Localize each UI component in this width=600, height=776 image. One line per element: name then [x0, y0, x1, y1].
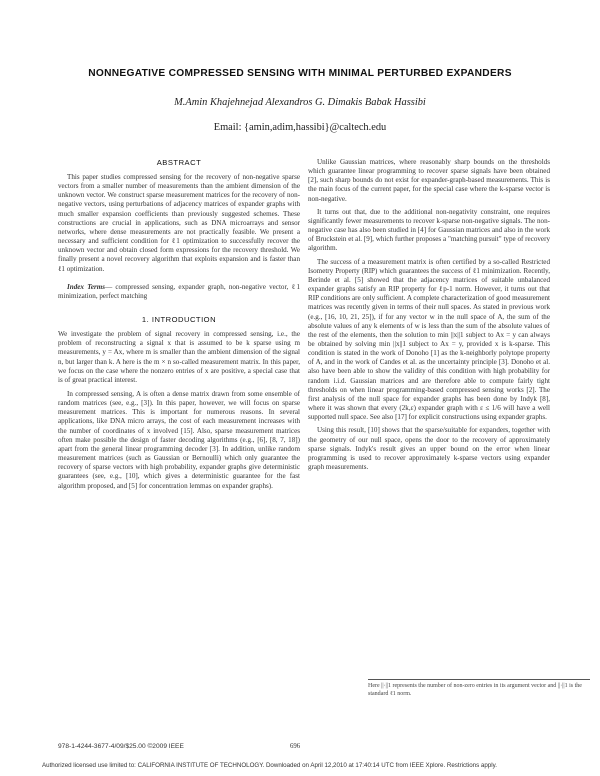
page-number: 696: [290, 743, 301, 750]
isbn-line: 978-1-4244-3677-4/09/$25.00 ©2009 IEEE: [58, 743, 184, 750]
index-terms: [58, 283, 300, 301]
index-terms-text: — compressed sensing, expander graph, non-negative vector, ℓ1 minimization, perfect matching: [58, 282, 300, 300]
license-notice: Authorized licensed use limited to: CALIFORNIA INSTITUTE OF TECHNOLOGY. Downloaded on April 12,2010 at 17:40:14 UTC from IEEE Xplore. Restrictions apply.: [42, 762, 497, 769]
right-column: [308, 158, 550, 472]
abstract-heading: ABSTRACT: [156, 158, 202, 167]
intro-paragraph-2: In compressed sensing, A is often a dense matrix drawn from some ensemble of random matrices (see, e.g., [3]). In this paper, however, we will focus on sparse measurement matrices. This is important for numerous reasons. In several applications, like DNA micro arrays, the cost of each measurement increases with the number of coordinates of x involved [15]. Also, sparse measurement matrices often make possible the design of faster decoding algorithms (e.g., [6], [8, 7, 18]) apart from the general linear programming decoder [3]. In addition, unlike random measurement matrices (such as Gaussian or Bernoulli) which only guarantee the recovery of sparse vectors with high probability, expander graphs give deterministic guarantees (see, e.g., [10], which gives a deterministic guarantee for the fast algorithm proposed, and [5] for concentration lemmas on expander graphs).: [58, 389, 300, 490]
left-column: [58, 158, 300, 491]
right-paragraph-2: It turns out that, due to the additional non-negativity constraint, one requires significantly fewer measurements to recover k-sparse non-negative signals. The non-negative case has also been studied in [4] for Gaussian matrices and also in the work of Bruckstein et al. [9], which further proposes a "matching pursuit" type of recovery algorithm.: [308, 207, 550, 253]
index-terms-label: Index Terms: [67, 282, 106, 291]
paper-title: NONNEGATIVE COMPRESSED SENSING WITH MINIMAL PERTURBED EXPANDERS: [88, 68, 512, 79]
introduction-heading: 1. INTRODUCTION: [141, 315, 217, 325]
author-list: M.Amin Khajehnejad Alexandros G. Dimakis Babak Hassibi: [174, 97, 426, 108]
author-email: Email: {amin,adim,hassibi}@caltech.edu: [213, 122, 387, 133]
right-paragraph-1: Unlike Gaussian matrices, where reasonably sharp bounds on the thresholds which guarantee linear programming to recover sparse signals have been obtained [2], such sharp bounds do not exist for expander-graph-based measurements. This is the main focus of the current paper, for the special case where the k-sparse vector is non-negative.: [308, 158, 550, 203]
intro-paragraph-1: We investigate the problem of signal recovery in compressed sensing, i.e., the problem of reconstructing a signal x that is assumed to be k sparse using m measurements, y = Ax, where m is smaller than the ambient dimension of the signal n, but larger than k. A here is the m × n so-called measurement matrix. In this paper, we focus on the case where the nonzero entries of x are positive, a special case that is of great practical interest.: [58, 330, 300, 384]
footnote: Here ||·||1 represents the number of non-zero entries in its argument vector and ||·||1 is the standard ℓ1 norm.: [368, 679, 590, 698]
right-paragraph-3: The success of a measurement matrix is often certified by a so-called Restricted Isometry Property (RIP) which guarantees the success of ℓ1 minimization. Recently, Berinde et al. [5] showed that the adjacency matrices of suitable unbalanced expander graphs satisfy an RIP property for ℓp-1 norm. However, it turns out that RIP conditions are only sufficient. A complete characterization of good measurement matrices was recently given in terms of their null spaces. As stated in previous work (e.g., [16, 10, 21, 25]), if for any vector w in the null space of A, the sum of the absolute values of any k elements of w is less than the sum of the absolute values of the rest of the elements, then the solution to min ||x||1 subject to Ax = y can always be obtained by solving min ||x||1 subject to Ax = y, provided x is k-sparse. This condition is stated in the work of Donoho [1] as the k-neighborly polytope property of A, and in the work of Candes et al. as the uncertainty principle [3]. Donoho et al. also have been able to show the validity of this condition with high probability for random i.i.d. Gaussian matrices and are therefore able to compute fairly tight thresholds on when linear programming-based compressed sensing works [2]. The first analysis of the null space for expander graphs has been done by Indyk [8], where it was shown that every (2k,ε) expander graph with ε ≤ 1/6 will have a well supported null space. See also [17] for explicit constructions using expander graphs.: [308, 257, 550, 422]
abstract-body: This paper studies compressed sensing for the recovery of non-negative sparse vectors from a smaller number of measurements than the ambient dimension of the unknown vector. We construct sparse measurement matrices for the recovery of non-negative vectors, using perturbations of adjacency matrices of expander graphs with much smaller expansion coefficients than previously suggested schemes. These constructions are crucial in applications, such as DNA microarrays and sensor networks, where dense measurements are not practically feasible. We present a necessary and sufficient condition for ℓ1 optimization to successfully recover the unknown vector and obtain closed form expressions for the recovery threshold. We finally present a novel recovery algorithm that exploits expansion and is faster than ℓ1 optimization.: [58, 173, 300, 273]
right-paragraph-4: Using this result, [10] shows that the sparse/suitable for expanders, together with the geometry of our null space, opens the door to the recovery of approximately sparse signals. Indyk's result gives an upper bound on the error when linear programming is used to recover approximately k-sparse vectors using expander graph measurements.: [308, 426, 550, 471]
